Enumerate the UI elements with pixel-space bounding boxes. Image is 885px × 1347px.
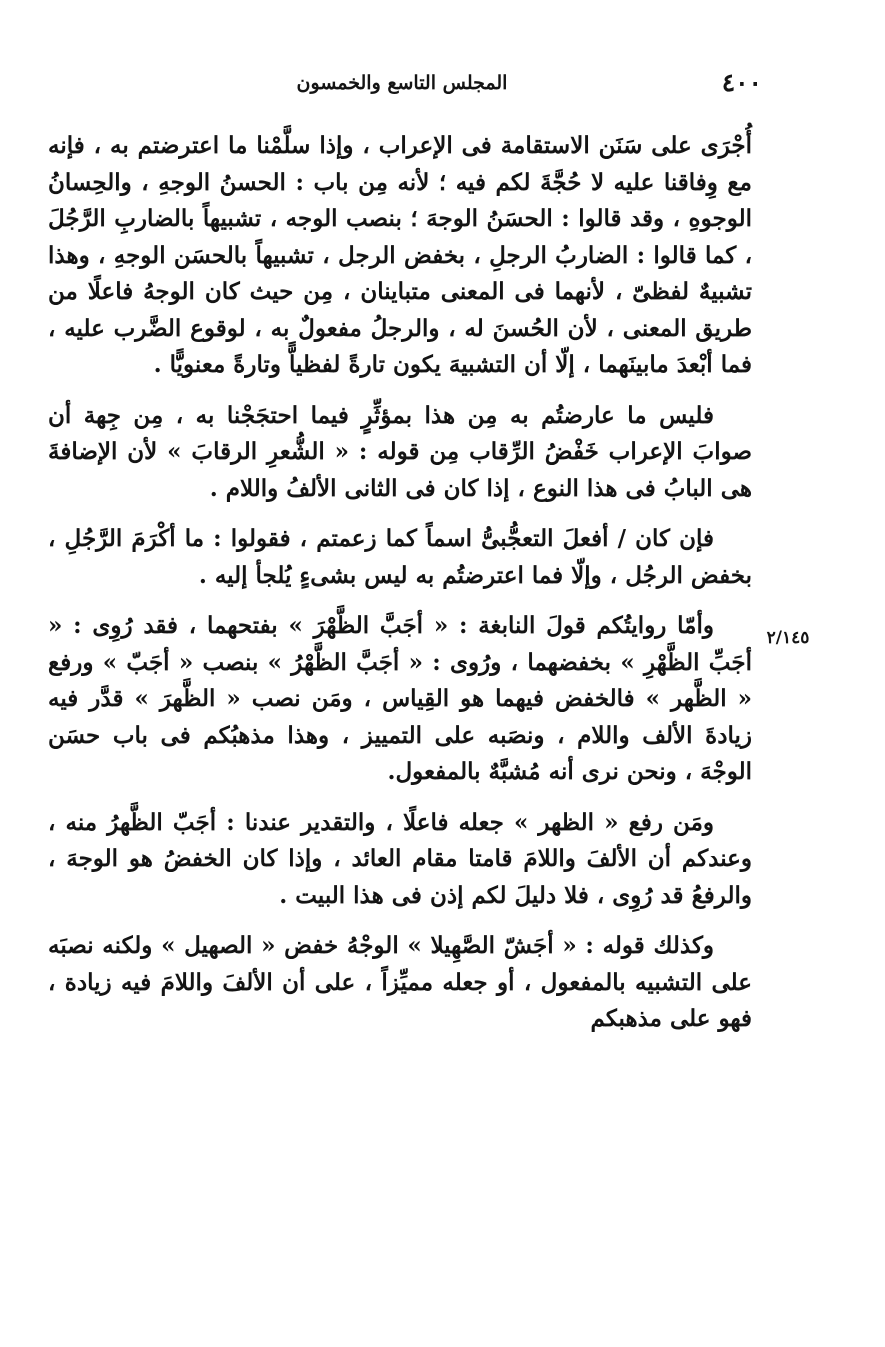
paragraph-3: فإن كان / أفعلَ التعجُّبىُّ اسماً كما زعمتم ، فقولوا : ما أكْرَمَ الرَّجُلِ ، بخفض الرجُل ، وإلّا فما اعترضتُم به ليس بشىءٍ يُلجأ إليه . [48, 525, 752, 589]
paragraph-5: ومَن رفع « الظهر » جعله فاعلًا ، والتقدير عندنا : أجَبّ الظَّهرُ منه ، وعندكم أن الألفَ واللامَ قامتا مقام العائد ، وإذا كان الخفضُ هو الوجهَ ، والرفعُ قد رُوِى ، فلا دليلَ لكم إذن فى هذا البيت . [48, 808, 752, 909]
running-title: المجلس التاسع والخمسون [296, 72, 508, 94]
paragraph-1: أُجْرَى على سَنَن الاستقامة فى الإعراب ، وإذا سلَّمْنا ما اعترضتم به ، فإنه مع وِفاقنا عليه لا حُجَّةَ لكم فيه ؛ لأنه مِن باب : الحسنُ الوجهِ ، والحِسانُ الوجوهِ ، وقد قالوا : الحسَنُ الوجهَ ؛ بنصب الوجه ، تشبيهاً بالضاربِ الرَّجُلَ ، كما قالوا : الضاربُ الرجلِ ، بخفض الرجل ، تشبيهاً بالحسَن الوجهِ ، وهذا تشبيهٌ لفظىّ ، لأنهما فى المعنى متباينان ، مِن حيث كان الوجهُ فاعلًا من طريق المعنى ، لأن الحُسنَ له ، والرجلُ مفعولٌ به ، لوقوع الضَّرب عليه ، فما أبْعدَ مابينَهما ، إلّا أن التشبيهَ يكون تارةً لفظياًّ وتارةً معنويًّا . [48, 132, 752, 378]
page-header [42, 68, 762, 108]
paragraph-6: وكذلك قوله : « أجَشّ الصَّهِيلا » الوجْهُ خفض « الصهيل » ولكنه نصبَه على التشبيه بالمفعول ، أو جعله مميِّزاً ، على أن الألفَ واللامَ فيه زيادة ، فهو على مذهبكم [48, 932, 752, 1032]
paragraph-2: فليس ما عارضتُم به مِن هذا بمؤثِّرٍ فيما احتجَجْنا به ، مِن جِهة أن صوابَ الإعراب خَفْضُ الرِّقاب مِن قوله : « الشُّعرِ الرقابَ » لأن الإضافةَ هى البابُ فى هذا النوع ، إذا كان فى الثانى الألفُ واللام . [48, 401, 752, 502]
page-number: ٤٠٠ [721, 68, 762, 97]
margin-reference: ٢/١٤٥ [766, 628, 810, 648]
body-text [48, 128, 752, 1052]
paragraph-4: وأمّا روايتُكم قولَ النابغة : « أجَبَّ الظَّهْرَ » بفتحهما ، فقد رُوِى : « أجَبِّ الظَّهْرِ » بخفضهما ، ورُوى : « أجَبَّ الظَّهْرُ » بنصب « أجَبّ » ورفع « الظَّهر » فالخفض فيهما هو القِياس ، ومَن نصب « الظَّهرَ » قدَّر فيه زيادةَ الألف واللام ، ونصَبه على التمييز ، وهذا مذهبُكم فى باب حسَن الوجْهَ ، ونحن نرى أنه مُشبَّهٌ بالمفعول. [48, 612, 752, 785]
